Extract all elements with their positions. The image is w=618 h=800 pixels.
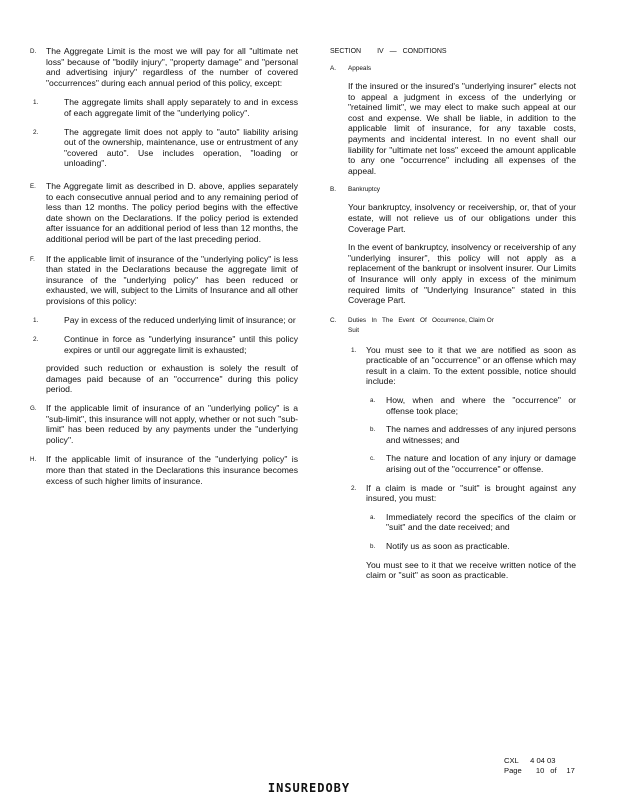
form-number: 4 04 03 <box>530 756 556 765</box>
sub-label: 2. <box>33 336 39 344</box>
item-text: The names and addresses of any injured persons and witnesses; and <box>386 424 576 445</box>
condition-c-2-b <box>348 541 576 552</box>
condition-c-1 <box>348 345 576 387</box>
page-number: 10 <box>535 766 545 775</box>
item-label: c. <box>370 455 375 463</box>
sub-text: Continue in force as "underlying insurance" until this policy expires or until our aggregate limit is exhausted; <box>64 334 298 355</box>
sub-label: 1. <box>33 99 39 107</box>
left-column <box>30 46 298 495</box>
clause-text: If the applicable limit of insurance of an "underlying policy" is a "sub-limit", this insurance will not apply, whether or not such "sub-limit" has been reduced by any payments under the "underlying policy". <box>46 403 298 445</box>
condition-title: Appeals <box>348 65 372 72</box>
clause-label: G. <box>30 405 37 413</box>
condition-c-1-c <box>348 453 576 474</box>
clause-f <box>30 254 298 307</box>
condition-c-heading <box>330 316 576 336</box>
clause-f-2 <box>30 334 298 355</box>
section-title: CONDITIONS <box>402 48 447 55</box>
sub-label: 2. <box>33 128 39 136</box>
condition-c-2-a <box>348 512 576 533</box>
condition-label: A. <box>330 65 337 72</box>
item-text: The nature and location of any injury or damage arising out of the "occurrence" or offense. <box>386 453 576 475</box>
clause-f-1 <box>30 315 298 326</box>
form-number-row <box>504 756 575 766</box>
item-text: How, when and where the "occurrence" or offense took place; <box>386 395 576 416</box>
clause-label: H. <box>30 456 37 464</box>
sub-text: The aggregate limits shall apply separately to and in excess of each aggregate limit of the "underlying policy". <box>64 97 298 118</box>
item-text: Immediately record the specifics of the claim or "suit" and the date received; and <box>386 511 576 533</box>
sub-label: 2. <box>351 484 357 492</box>
sub-label: 1. <box>351 346 357 354</box>
sub-text: If a claim is made or "suit" is brought against any insured, you must: <box>366 482 576 504</box>
condition-a-text: If the insured or the insured's "underlying insurer" elects not to appeal a judgment in excess of the underlying or "retained limit", we may elect to make such appeal at our cost and expense. We shall be liable, in addition to the applicable limit of insurance, for any taxable costs, payments and incidental interest. In no event shall our liability for "ultimate net loss" exceed the amount applicable to any one "occurrence" including all expenses of the appeal. <box>348 81 576 176</box>
item-label: b. <box>370 426 376 434</box>
clause-d-1 <box>30 97 298 118</box>
section-word: SECTION <box>330 48 362 55</box>
clause-text: The Aggregate limit as described in D. above, applies separately to each consecutive annual period and to any remaining period of less than 12 months. The policy period begins with the effective date shown on the Declarations. If the policy period is extended after issuance for an additional period of less than 12 months, the additional period will be part of the last preceding period. <box>46 180 298 244</box>
clause-e <box>30 181 298 245</box>
form-code: CXL <box>504 756 519 765</box>
condition-title: Bankruptcy <box>348 186 380 194</box>
condition-label: C. <box>330 316 337 324</box>
clause-label: F. <box>30 255 35 263</box>
item-label: b. <box>370 543 376 550</box>
clause-f-continuation: provided such reduction or exhaustion is solely the result of damages paid because of an "occurrence" during this policy period. <box>46 363 298 395</box>
condition-c-1-a <box>348 395 576 416</box>
page-number-row <box>504 766 575 776</box>
sub-label: 1. <box>33 317 39 325</box>
clause-label: D. <box>30 48 37 55</box>
clause-text: If the applicable limit of insurance of the "underlying policy" is less than stated in the Declarations because the aggregate limit of insurance of the "underlying policy" has been reduced or exhausted, we will, subject to the Limits of Insurance and all other provisions of this policy: <box>46 253 298 306</box>
clause-h <box>30 454 298 486</box>
right-column <box>330 0 576 581</box>
section-dash: — <box>389 48 397 55</box>
condition-c-1-b <box>348 424 576 445</box>
sub-text: You must see to it that we are notified as soon as practicable of an "occurrence" or an offense which may result in a claim. To the extent possible, notice should include: <box>366 344 576 387</box>
section-heading <box>330 48 576 55</box>
condition-b-heading <box>330 186 576 193</box>
condition-label: B. <box>330 186 337 194</box>
sub-text: Pay in excess of the reduced underlying limit of insurance; or <box>64 315 296 326</box>
clause-d-2 <box>30 127 298 169</box>
condition-c-2 <box>348 483 576 504</box>
condition-title-line-1: Duties In The Event Of Occurrence, Claim Or <box>348 316 494 324</box>
condition-a-heading <box>330 65 576 72</box>
condition-c-2-continuation: You must see to it that we receive written notice of the claim or "suit" as soon as practicable. <box>366 559 576 581</box>
clause-g <box>30 403 298 445</box>
condition-title-line-2: Suit <box>348 326 360 334</box>
condition-b-text-2: In the event of bankruptcy, insolvency or receivership of any "underlying insurer", this policy will not apply as a replacement of the bankrupt or insolvent insurer. Our Limits of Insurance will only apply in excess of the minimum required limits of "Underlying Insurance" stated in this Coverage Part. <box>348 242 576 306</box>
clause-d <box>30 46 298 88</box>
condition-b-text-1: Your bankruptcy, insolvency or receivership, or, that of your estate, will not relieve us of our obligations under this Coverage Part. <box>348 202 576 234</box>
page-word: Page <box>504 766 522 775</box>
section-number: IV <box>377 48 384 55</box>
form-footer <box>504 756 575 776</box>
sub-text: The aggregate limit does not apply to "auto" liability arising out of the ownership, maintenance, use or entrustment of any "covered auto". Use includes operation, "loading or unloading". <box>64 126 298 169</box>
clause-text: The Aggregate Limit is the most we will pay for all "ultimate net loss" because of "bodily injury", "property damage" and "personal and advertising injury" regardless of the number of covered "occurrences" during each annual period of this policy, except: <box>46 46 298 88</box>
page-of: of <box>550 766 557 775</box>
page-total: 17 <box>566 766 575 775</box>
watermark: INSUREDOBY <box>267 781 351 795</box>
item-label: a. <box>370 513 376 521</box>
item-text: Notify us as soon as practicable. <box>386 541 510 551</box>
clause-label: E. <box>30 182 36 190</box>
clause-text: If the applicable limit of insurance of the "underlying policy" is more than that stated in the Declarations this insurance becomes excess of such higher limits of insurance. <box>46 454 298 486</box>
item-label: a. <box>370 397 376 405</box>
